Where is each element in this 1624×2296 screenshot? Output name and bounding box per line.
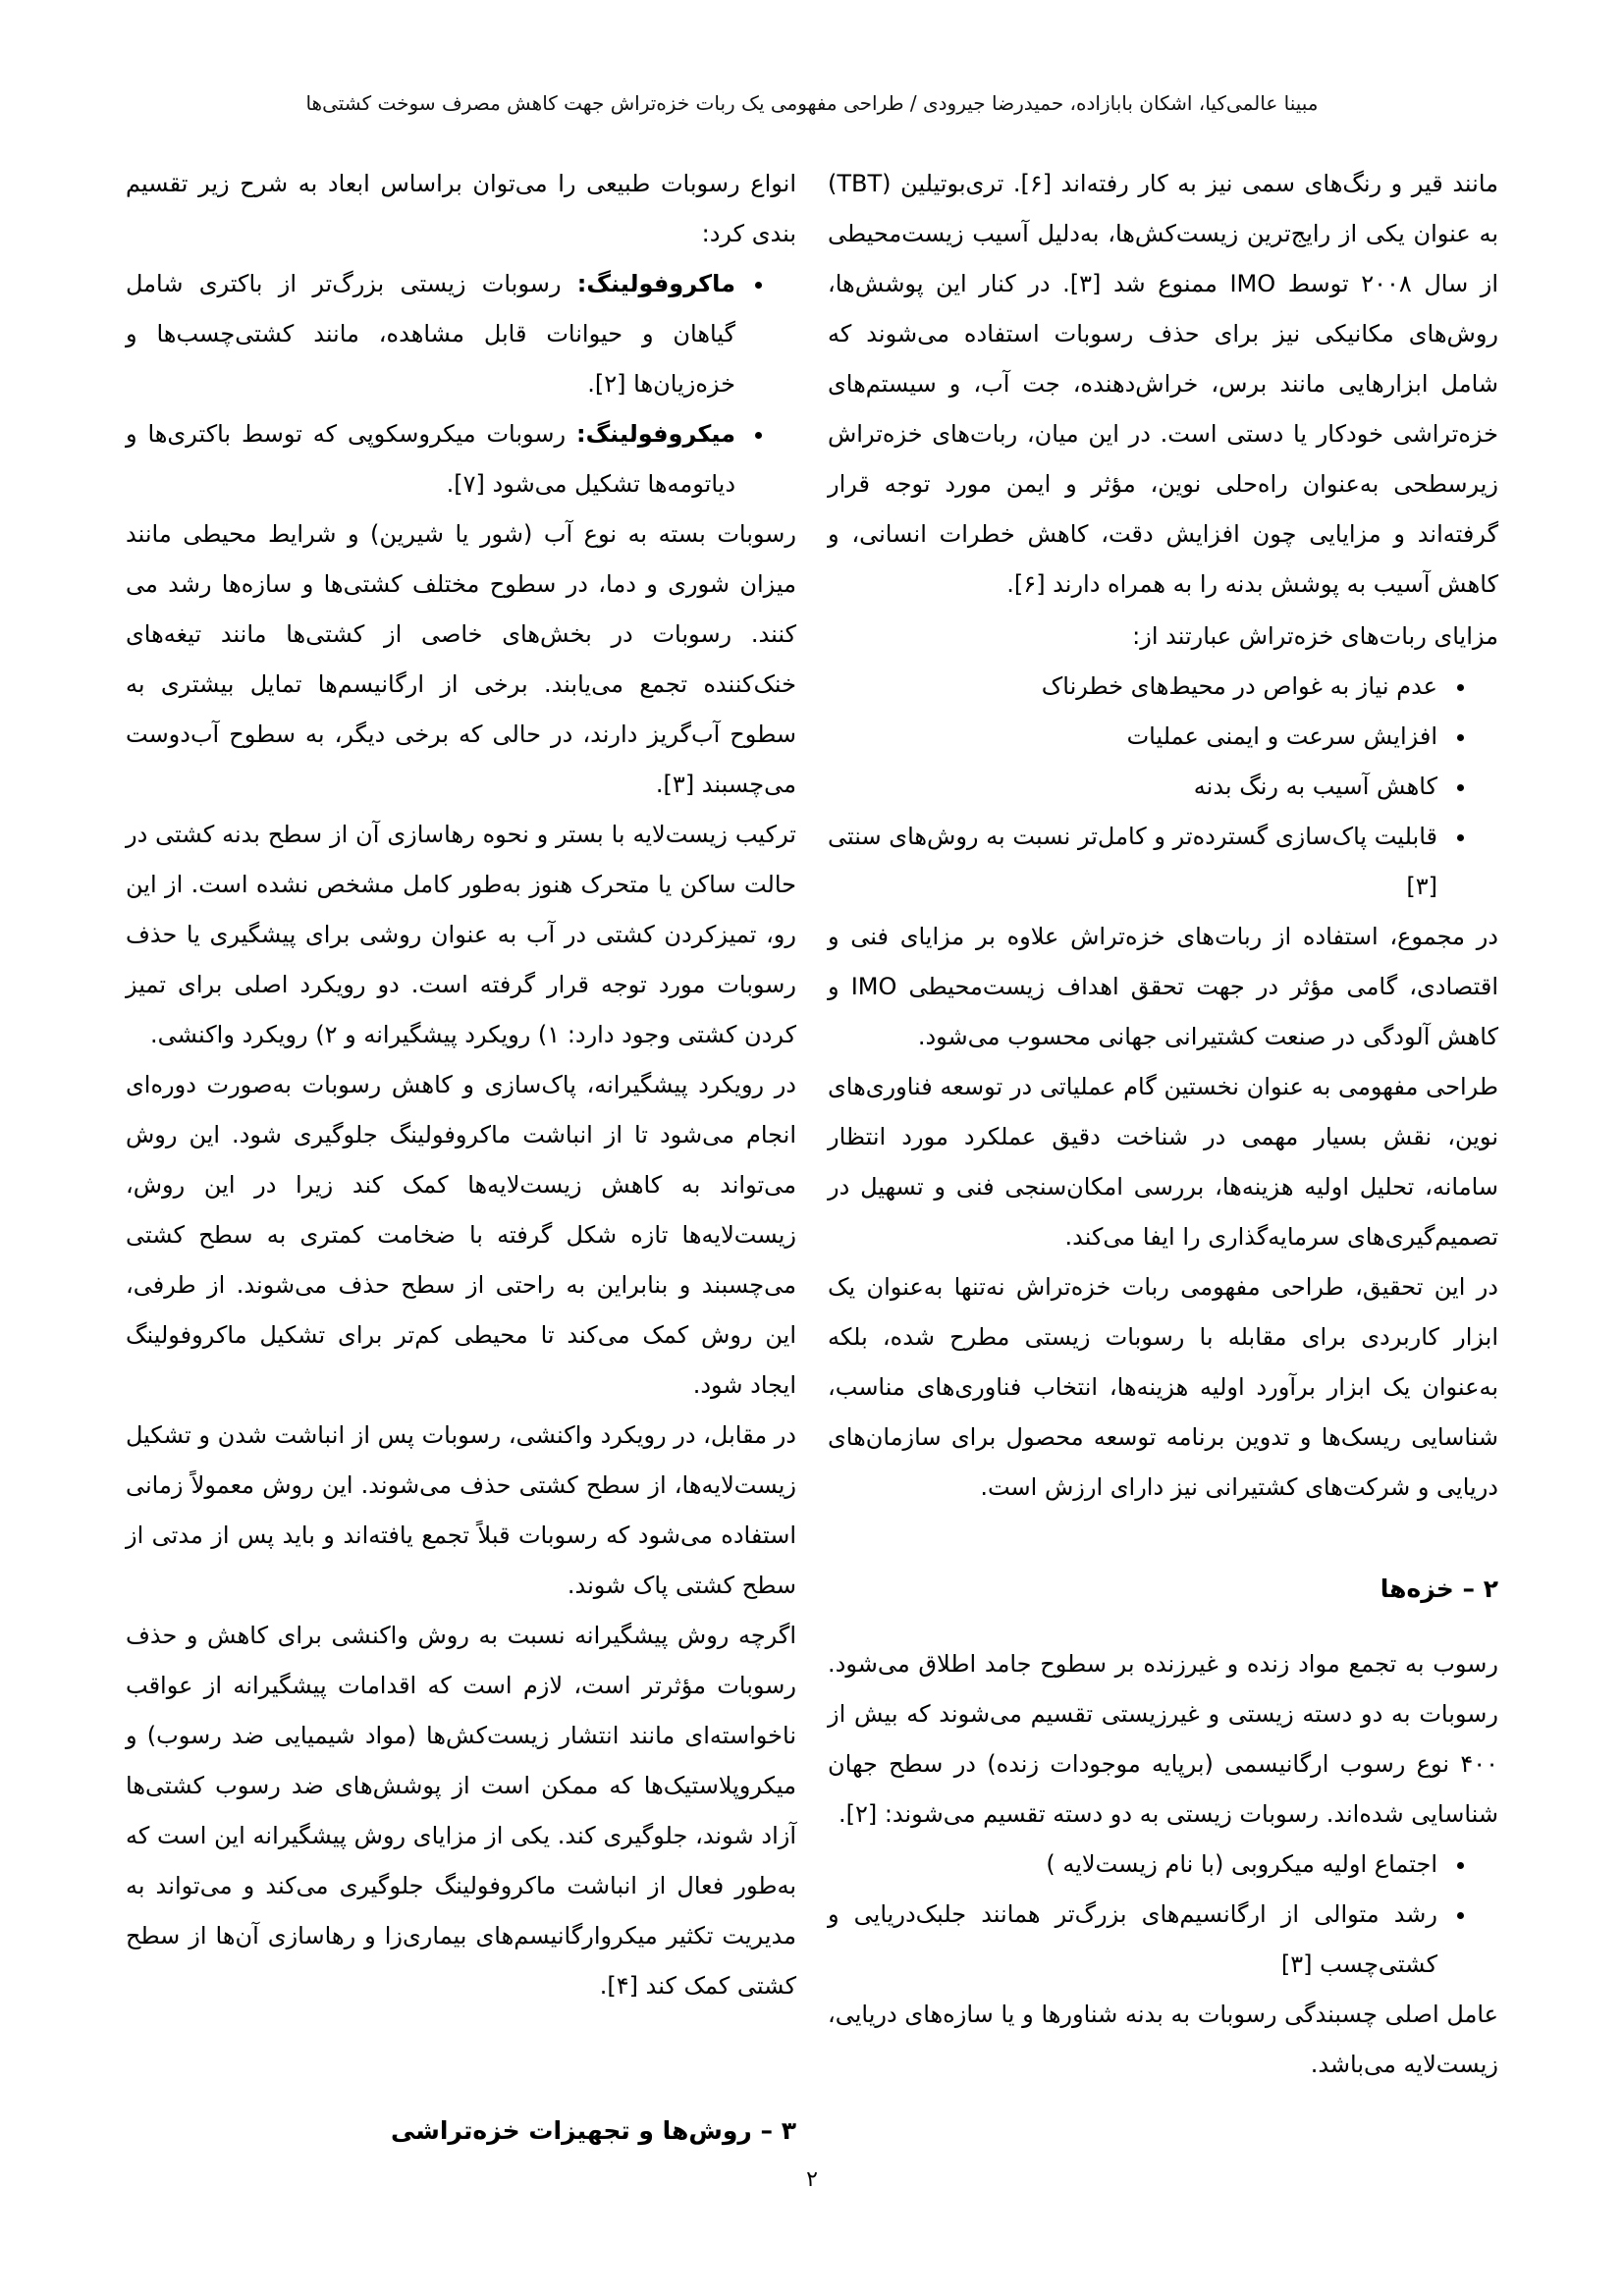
list-item: • عدم نیاز به غواص در محیط‌های خطرناک bbox=[828, 662, 1443, 712]
column-left bbox=[126, 159, 796, 2156]
paragraph: رسوبات بسته به نوع آب (شور یا شیرین) و شرایط محیطی مانند میزان شوری و دما، در سطوح مختلف کشتی‌ها و سازه‌ها رشد می کنند. رسوبات در بخش‌های خاصی از کشتی‌ها مانند تیغه‌های خنک‌کننده تجمع می‌یابند. برخی از ارگانیسم‌ها تمایل بیشتری به سطوح آب‌گریز دارند، در حالی که برخی دیگر، به سطوح آب‌دوست می‌چسبند [۳]. bbox=[126, 520, 796, 798]
section-heading-mosses: ۲ – خزه‌ها bbox=[1380, 1575, 1498, 1603]
paragraph: در مجموع، استفاده از ربات‌های خزه‌تراش علاوه بر مزایای فنی و اقتصادی، گامی مؤثر در جهت تحقق اهداف زیست‌محیطی IMO و کاهش آلودگی در صنعت کشتیرانی جهانی محسوب می‌شود. bbox=[828, 923, 1498, 1050]
list-item: • رشد متوالی از ارگانسیم‌های بزرگ‌تر همانند جلبک‌دریایی و کشتی‌چسب [۳] bbox=[828, 1890, 1443, 1990]
paragraph: انواع رسوبات طبیعی را می‌توان براساس ابعاد به شرح زیر تقسیم بندی کرد: bbox=[126, 170, 796, 247]
list-item: • کاهش آسیب به رنگ بدنه bbox=[828, 762, 1443, 812]
paragraph: ترکیب زیست‌لایه با بستر و نحوه رهاسازی آن از سطح بدنه کشتی در حالت ساکن یا متحرک هنوز به‌طور کامل مشخص نشده است. از این رو، تمیزکردن کشتی در آب به عنوان روشی برای پیشگیری یا حذف رسوبات مورد توجه قرار گرفته است. دو رویکرد اصلی برای تمیز کردن کشتی وجود دارد: ۱) رویکرد پیشگیرانه و ۲) رویکرد واکنشی. bbox=[126, 821, 796, 1048]
advantages-list bbox=[828, 662, 1498, 912]
list-item: • قابلیت پاک‌سازی گسترده‌تر و کامل‌تر نسبت به روش‌های سنتی [۳] bbox=[828, 812, 1443, 912]
two-column-body bbox=[126, 159, 1498, 2156]
term-definition: رسوبات زیستی بزرگ‌تر از باکتری شامل گیاهان و حیوانات قابل مشاهده، مانند کشتی‌چسب‌ها و خزه‌زیان‌ها [۲]. bbox=[126, 270, 735, 398]
paragraph: در مقابل، در رویکرد واکنشی، رسوبات پس از انباشت شدن و تشکیل زیست‌لایه‌ها، از سطح کشتی حذف می‌شوند. این روش معمولاً زمانی استفاده می‌شود که رسوبات قبلاً تجمع یافته‌اند و باید پس از مدتی از سطح کشتی پاک شوند. bbox=[126, 1421, 796, 1599]
paragraph: در رویکرد پیشگیرانه، پاک‌سازی و کاهش رسوبات به‌صورت دوره‌ای انجام می‌شود تا از انباشت ماکروفولینگ جلوگیری شود. این روش می‌تواند به کاهش زیست‌لایه‌ها کمک کند زیرا در این روش، زیست‌لایه‌ها تازه شکل گرفته با ضخامت کمتری به سطح کشتی می‌چسبند و بنابراین به راحتی از سطح حذف می‌شوند. از طرفی، این روش کمک می‌کند تا محیطی کم‌تر برای تشکیل ماکروفولینگ ایجاد شود. bbox=[126, 1071, 796, 1399]
paragraph: در این تحقیق، طراحی مفهومی ربات خزه‌تراش نه‌تنها به‌عنوان یک ابزار کاربردی برای مقابله با رسوبات زیستی مطرح شده، بلکه به‌عنوان یک ابزار برآورد اولیه هزینه‌ها، انتخاب فناوری‌های مناسب، شناسایی ریسک‌ها و تدوین برنامه توسعه محصول برای سازمان‌های دریایی و شرکت‌های کشتیرانی نیز دارای ارزش است. bbox=[828, 1273, 1498, 1501]
biofouling-stages-list bbox=[828, 1840, 1498, 1990]
advantages-intro: مزایای ربات‌های خزه‌تراش عبارتند از: bbox=[1132, 622, 1498, 650]
paragraph: رسوب به تجمع مواد زنده و غیرزنده بر سطوح جامد اطلاق می‌شود. رسوبات به دو دسته زیستی و غیرزیستی تقسیم می‌شوند که بیش از ۴۰۰ نوع رسوب ارگانیسمی (برپایه موجودات زنده) در سطح جهان شناسایی شده‌اند. رسوبات زیستی به دو دسته تقسیم می‌شوند: [۲]. bbox=[828, 1650, 1498, 1828]
section-heading-methods: ۳ – روش‌ها و تجهیزات خزه‌تراشی bbox=[390, 2116, 796, 2145]
paragraph: عامل اصلی چسبندگی رسوبات به بدنه شناورها و یا سازه‌های دریایی، زیست‌لایه می‌باشد. bbox=[828, 2001, 1498, 2078]
page-number: ۲ bbox=[806, 2167, 818, 2192]
column-right bbox=[828, 159, 1498, 2090]
term-microfouling: میکروفولینگ: bbox=[576, 420, 735, 448]
paragraph: طراحی مفهومی به عنوان نخستین گام عملیاتی در توسعه فناوری‌های نوین، نقش بسیار مهمی در شناخت دقیق عملکرد مورد انتظار سامانه، تحلیل اولیه هزینه‌ها، بررسی امکان‌سنجی فنی و تسهیل در تصمیم‌گیری‌های سرمایه‌گذاری را ایفا می‌کند. bbox=[828, 1073, 1498, 1251]
term-macrofouling: ماکروفولینگ: bbox=[576, 270, 735, 297]
running-head: مبینا عالمی‌کیا، اشکان بابازاده، حمیدرضا جیرودی / طراحی مفهومی یک ربات خزه‌تراش جهت کاهش مصرف سوخت کشتی‌ها bbox=[305, 91, 1319, 115]
list-item bbox=[126, 259, 741, 409]
list-item: • افزایش سرعت و ایمنی عملیات bbox=[828, 712, 1443, 762]
paragraph: اگرچه روش پیشگیرانه نسبت به روش واکنشی برای کاهش و حذف رسوبات مؤثرتر است، لازم است که اقدامات پیشگیرانه از عواقب ناخواسته‌ای مانند انتشار زیست‌کش‌ها (مواد شیمیایی ضد رسوب) و میکروپلاستیک‌ها که ممکن است از پوشش‌های ضد رسوب کشتی‌ها آزاد شوند، جلوگیری کند. یکی از مزایای روش پیشگیرانه این است که به‌طور فعال از انباشت ماکروفولینگ جلوگیری می‌کند و می‌تواند به مدیریت تکثیر میکروارگانیسم‌های بیماری‌زا و رهاسازی آن‌ها از سطح کشتی کمک کند [۴]. bbox=[126, 1622, 796, 2000]
list-item: • اجتماع اولیه میکروبی (با نام زیست‌لایه ) bbox=[828, 1840, 1443, 1890]
fouling-types-list bbox=[126, 259, 796, 509]
term-definition: رسوبات میکروسکوپی که توسط باکتری‌ها و دیاتومه‌ها تشکیل می‌شود [۷]. bbox=[126, 420, 735, 498]
paragraph: مانند قیر و رنگ‌های سمی نیز به کار رفته‌اند [۶]. تری‌بوتیلین (TBT) به عنوان یکی از رایج‌ترین زیست‌کش‌ها، به‌دلیل آسیب زیست‌محیطی از سال ۲۰۰۸ توسط IMO ممنوع شد [۳]. در کنار این پوشش‌ها، روش‌های مکانیکی نیز برای حذف رسوبات استفاده می‌شوند که شامل ابزارهایی مانند برس، خراش‌دهنده، جت آب، و سیستم‌های خزه‌تراشی خودکار یا دستی است. در این میان، ربات‌های خزه‌تراش زیرسطحی به‌عنوان راه‌حلی نوین، مؤثر و ایمن مورد توجه قرار گرفته‌اند و مزایایی چون افزایش دقت، کاهش خطرات انسانی، و کاهش آسیب به پوشش بدنه را به همراه دارند [۶]. bbox=[828, 170, 1499, 598]
list-item bbox=[126, 409, 741, 509]
